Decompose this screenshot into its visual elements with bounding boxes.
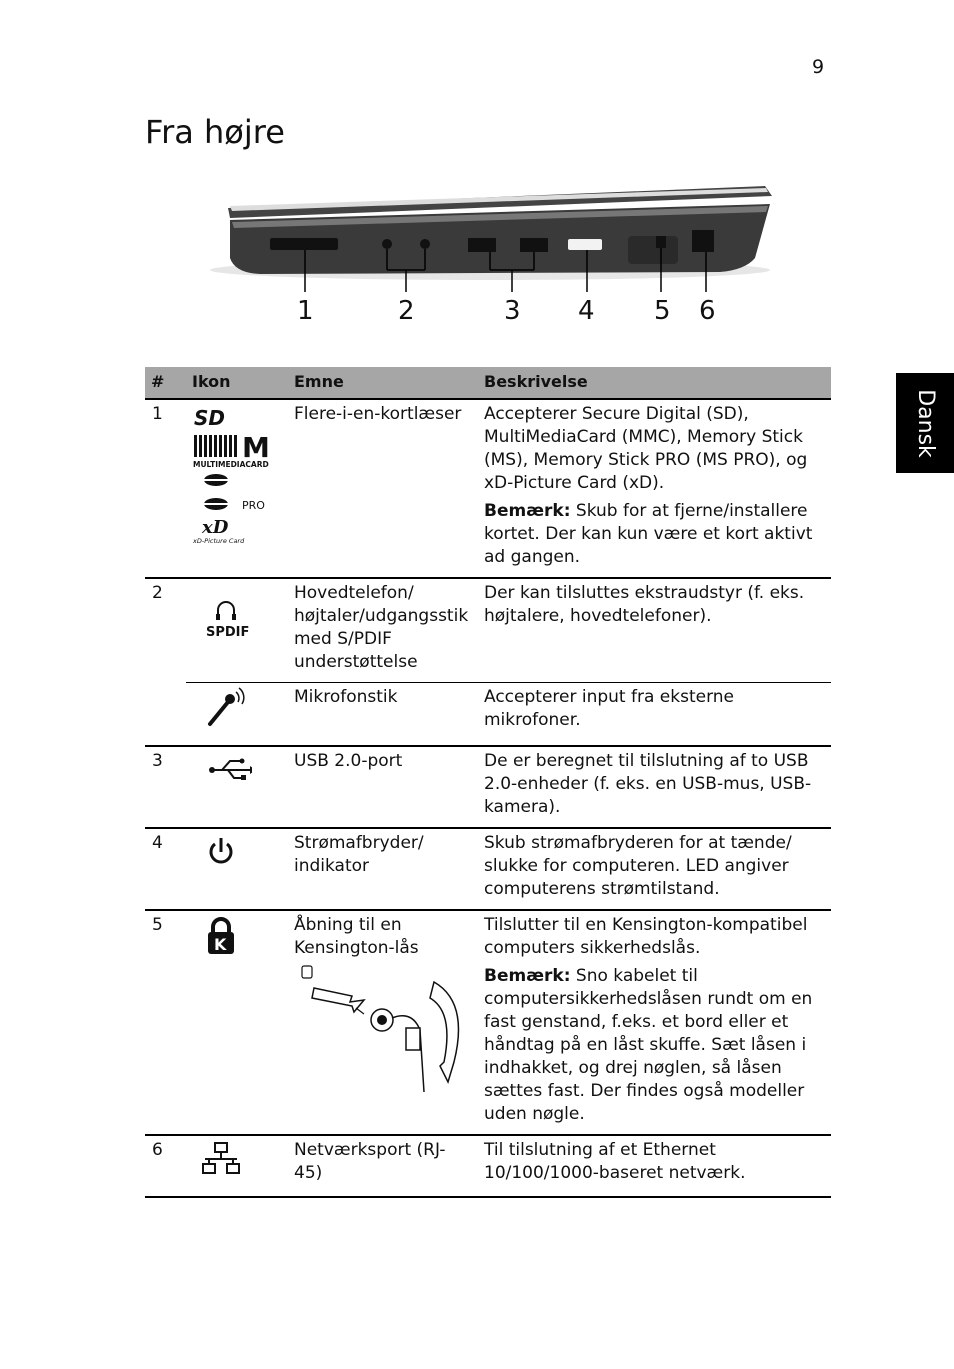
- svg-text:xD: xD: [202, 517, 229, 538]
- language-tab-label: Dansk: [912, 388, 938, 458]
- row-description: [478, 399, 831, 578]
- callout-1: 1: [297, 296, 314, 326]
- note-text: Skub for at fjerne/installere kortet. Der kan kun være et kort aktivt ad gangen.: [484, 501, 813, 567]
- row-number: 3: [145, 746, 186, 828]
- row-subject: Flere-i-en-kortlæser: [294, 404, 462, 424]
- table-row: [145, 1135, 831, 1197]
- row-description: Der kan tilsluttes ekstraudstyr (f. eks. højtalere, hovedtelefoner).: [478, 578, 831, 683]
- laptop-right-side-illustration: [200, 178, 800, 293]
- svg-text:K: K: [214, 935, 227, 954]
- svg-text:SPDIF: SPDIF: [206, 625, 250, 640]
- description-text: Accepterer Secure Digital (SD), MultiMediaCard (MMC), Memory Stick (MS), Memory Stick PRO (MS PRO), og xD-Picture Card (xD).: [484, 404, 808, 493]
- network-icon: [192, 1139, 252, 1179]
- page-number: 9: [812, 56, 825, 78]
- kensington-lock-icon: [192, 914, 252, 958]
- table-row: [145, 746, 831, 828]
- svg-text:M: M: [242, 431, 270, 464]
- row-number: 5: [145, 910, 186, 1135]
- header-icon: Ikon: [186, 367, 288, 399]
- table-row: [145, 828, 831, 910]
- note-paragraph: [484, 500, 825, 569]
- table-header-row: [145, 367, 831, 399]
- usb-icon-cell: [186, 746, 288, 828]
- svg-text:PRO: PRO: [242, 499, 265, 512]
- header-description: Beskrivelse: [478, 367, 831, 399]
- card-reader-icon: [192, 403, 282, 543]
- svg-text:MULTIMEDIACARD: MULTIMEDIACARD: [193, 460, 269, 469]
- headphone-icon-cell: [186, 578, 288, 683]
- row-subject: Netværksport (RJ-45): [288, 1135, 478, 1197]
- language-tab: [896, 373, 954, 473]
- row-subject: [288, 910, 478, 1135]
- microphone-icon-cell: [186, 683, 288, 747]
- row-number: 6: [145, 1135, 186, 1197]
- usb-icon: [192, 750, 252, 780]
- row-description: Til tilslutning af et Ethernet 10/100/1000-baseret netværk.: [478, 1135, 831, 1197]
- kensington-icon-cell: [186, 910, 288, 1135]
- row-description: [478, 910, 831, 1135]
- network-icon-cell: [186, 1135, 288, 1197]
- row-number: 2: [145, 578, 186, 683]
- power-icon: [192, 832, 252, 872]
- row-number: [145, 683, 186, 747]
- row-description: Skub strømafbryderen for at tænde/ slukke for computeren. LED angiver computerens strømtilstand.: [478, 828, 831, 910]
- row-subject: USB 2.0-port: [288, 746, 478, 828]
- subject-text: Åbning til en Kensington-lås: [294, 915, 419, 958]
- table-row: [145, 910, 831, 1135]
- description-text: Tilslutter til en Kensington-kompatibel computers sikkerhedslås.: [484, 915, 808, 958]
- callout-3: 3: [504, 296, 521, 326]
- card-reader-icon-cell: [186, 399, 288, 578]
- svg-text:xD-Picture Card: xD-Picture Card: [193, 537, 245, 543]
- page-title: Fra højre: [145, 113, 285, 151]
- power-icon-cell: [186, 828, 288, 910]
- callout-5: 5: [654, 296, 671, 326]
- row-subject: Hovedtelefon/ højtaler/udgangsstik med S/PDIF understøttelse: [288, 578, 478, 683]
- row-description: Accepterer input fra eksterne mikrofoner.: [478, 683, 831, 747]
- callout-6: 6: [699, 296, 716, 326]
- microphone-icon: [192, 686, 252, 730]
- table-row: [145, 683, 831, 747]
- table-row: [145, 399, 831, 578]
- svg-text:SD: SD: [194, 406, 226, 430]
- header-subject: Emne: [288, 367, 478, 399]
- header-number: #: [145, 367, 186, 399]
- note-paragraph: [484, 965, 825, 1126]
- row-subject: Strømafbryder/ indikator: [288, 828, 478, 910]
- row-subject: Mikrofonstik: [288, 683, 478, 747]
- headphone-icon: [192, 582, 252, 640]
- row-number: 4: [145, 828, 186, 910]
- table-row: [145, 578, 831, 683]
- ports-table: [145, 367, 831, 1198]
- row-description: De er beregnet til tilslutning af to USB 2.0-enheder (f. eks. en USB-mus, USB-kamera).: [478, 746, 831, 828]
- kensington-lock-diagram: [294, 962, 464, 1097]
- callout-4: 4: [578, 296, 595, 326]
- note-label: Bemærk:: [484, 966, 571, 986]
- callout-2: 2: [398, 296, 415, 326]
- note-label: Bemærk:: [484, 501, 571, 521]
- note-text: Sno kabelet til computersikkerhedslåsen rundt om en fast genstand, f.eks. et bord eller et håndtag på en låst skuffe. Sæt låsen i indhakket, og drej nøglen, så låsen sættes fast. Der findes også modeller uden nøgle.: [484, 966, 813, 1124]
- row-number: 1: [152, 404, 163, 424]
